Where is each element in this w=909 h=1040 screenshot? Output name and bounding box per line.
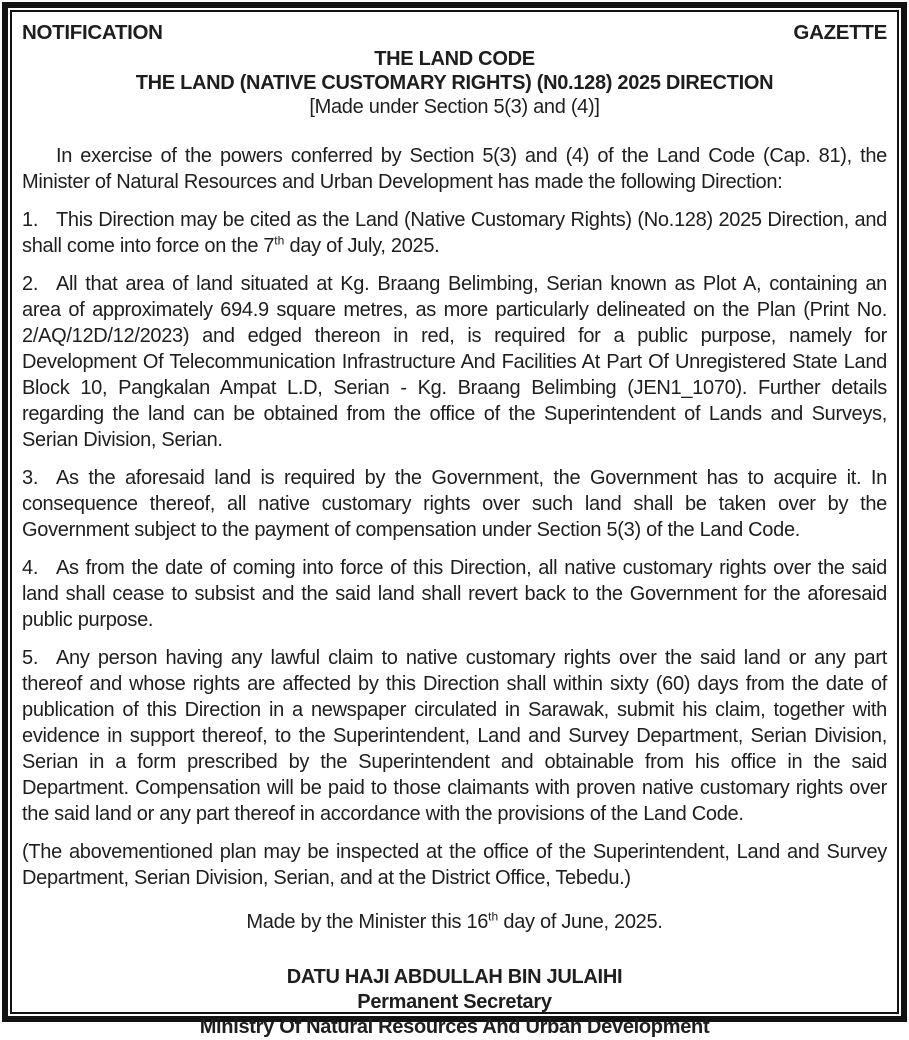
clause-1-number: 1. <box>22 209 39 231</box>
clause-5-number: 5. <box>22 647 39 669</box>
clause-3-number: 3. <box>22 467 39 489</box>
outer-border <box>2 2 907 1038</box>
header-notification-label: NOTIFICATION <box>22 21 163 44</box>
clause-5 <box>22 645 887 827</box>
signatory-name: DATU HAJI ABDULLAH BIN JULAIHI <box>286 966 623 988</box>
document-header <box>22 21 887 45</box>
clause-3 <box>22 465 887 543</box>
clause-2-text: All that area of land situated at Kg. Braang Belimbing, Serian known as Plot A, containing an area of approximately 694.9 square metres, as more particularly delineated on the Plan (Print No. 2/AQ/12D/12/2023) and edged thereon in red, is required for a public purpose, namely for Development Of Telecommunication Infrastructure And Facilities At Part Of Unregistered State Land Block 10, Pangkalan Ampat L.D, Serian - Kg. Braang Belimbing (JEN1_1070). Further details regarding the land can be obtained from the office of the Superintendent of Lands and Surveys, Serian Division, Serian. <box>22 273 887 451</box>
title-block <box>22 47 887 119</box>
clause-4-text: As from the date of coming into force of this Direction, all native customary rights over the said land shall cease to subsist and the said land shall revert back to the Government for the aforesaid public purpose. <box>22 557 887 631</box>
signature-block <box>22 965 887 1040</box>
signatory-title: Permanent Secretary <box>357 991 552 1013</box>
clause-1-text: This Direction may be cited as the Land (Native Customary Rights) (No.128) 2025 Direction, and shall come into force on the 7 <box>22 209 887 257</box>
clause-4-number: 4. <box>22 557 39 579</box>
document-title: THE LAND CODE <box>374 48 535 70</box>
clause-3-text: As the aforesaid land is required by the Government, the Government has to acquire it. In consequence thereof, all native customary rights over such land shall be taken over by the Government subject to the payment of compensation under Section 5(3) of the Land Code. <box>22 467 887 541</box>
clause-2-number: 2. <box>22 273 39 295</box>
made-by-minister-line <box>22 909 887 935</box>
notification-document <box>10 10 899 1038</box>
document-subtitle: THE LAND (NATIVE CUSTOMARY RIGHTS) (N0.128) 2025 DIRECTION <box>135 72 774 94</box>
clause-4 <box>22 555 887 633</box>
plan-inspection-note: (The abovementioned plan may be inspected at the office of the Superintendent, Land and Survey Department, Serian Division, Serian, and at the District Office, Tebedu.) <box>22 841 887 889</box>
made-under-section-line: [Made under Section 5(3) and (4)] <box>309 96 600 118</box>
made-by-ordinal-superscript: th <box>488 909 499 924</box>
made-by-text-end: day of June, 2025. <box>498 911 663 933</box>
clause-1-ordinal-superscript: th <box>274 233 285 248</box>
clause-2 <box>22 271 887 453</box>
preamble-paragraph: In exercise of the powers conferred by Section 5(3) and (4) of the Land Code (Cap. 81), the Minister of Natural Resources and Urban Development has made the following Direction: <box>22 145 887 193</box>
signatory-ministry: Ministry Of Natural Resources And Urban Development <box>199 1016 710 1038</box>
header-gazette-label: GAZETTE <box>793 21 887 44</box>
clause-1-text-end: day of July, 2025. <box>284 235 440 257</box>
clause-1 <box>22 207 887 259</box>
made-by-text: Made by the Minister this 16 <box>246 911 489 933</box>
clause-5-text: Any person having any lawful claim to native customary rights over the said land or any part thereof and whose rights are affected by this Direction shall within sixty (60) days from the date of publication of this Direction in a newspaper circulated in Sarawak, submit his claim, together with evidence in support thereof, to the Superintendent, Land and Survey Department, Serian Division, Serian in a form prescribed by the Superintendent and obtainable from his office in the said Department. Compensation will be paid to those claimants with proven native customary rights over the said land or any part thereof in accordance with the provisions of the Land Code. <box>22 647 887 825</box>
